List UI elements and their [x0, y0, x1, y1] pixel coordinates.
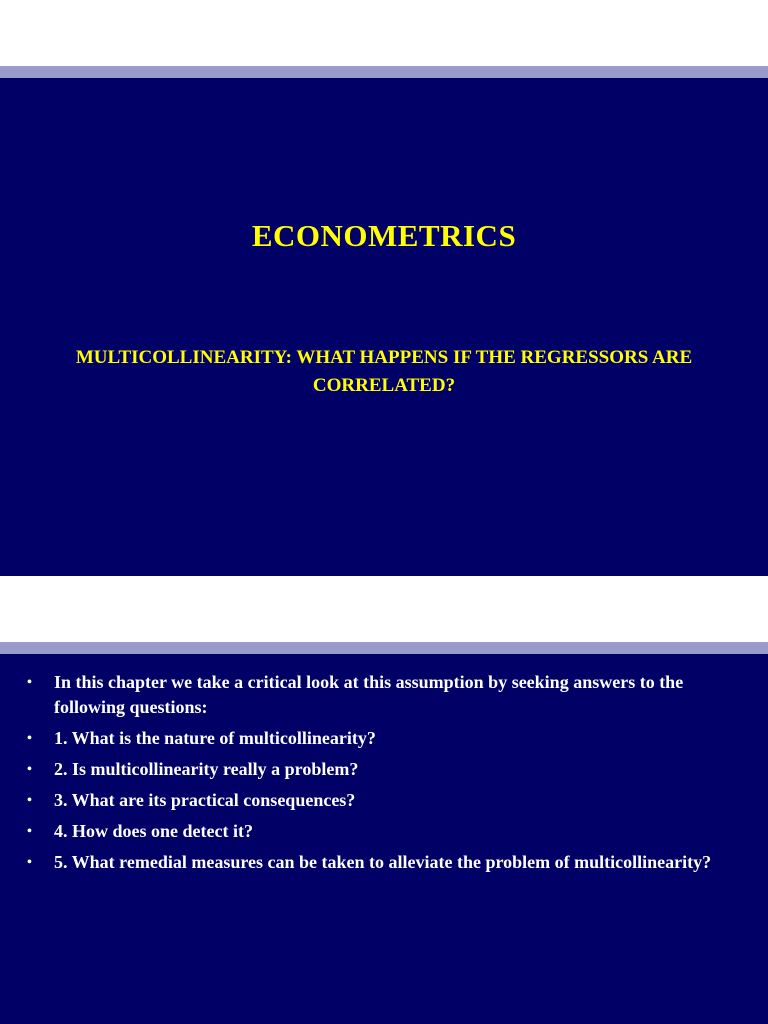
bullet-text: 3. What are its practical consequences? [54, 790, 356, 810]
bullet-text: In this chapter we take a critical look at this assumption by seeking answers to the following questions: [54, 672, 684, 717]
slide-subtitle: MULTICOLLINEARITY: WHAT HAPPENS IF THE REGRESSORS ARE CORRELATED? [75, 347, 693, 396]
bullet-item [0, 819, 768, 844]
bullet-item [0, 726, 768, 751]
slide-gap [0, 576, 768, 642]
bullet-text: 5. What remedial measures can be taken to alleviate the problem of multicollinearity? [54, 852, 712, 872]
bullet-text: 2. Is multicollinearity really a problem? [54, 759, 359, 779]
bullet-text: 1. What is the nature of multicollinearity? [54, 728, 376, 748]
separator-rule-top [0, 66, 768, 78]
bullet-icon: • [27, 675, 32, 690]
bullet-item [0, 757, 768, 782]
slide-title-page [0, 78, 768, 576]
bullet-text: 4. How does one detect it? [54, 821, 253, 841]
bullet-icon: • [27, 793, 32, 808]
bullet-icon: • [27, 762, 32, 777]
top-margin [0, 0, 768, 66]
bullet-item [0, 670, 768, 720]
bullet-icon: • [27, 731, 32, 746]
separator-rule-middle [0, 642, 768, 654]
slide-title: ECONOMETRICS [251, 218, 517, 253]
bullet-icon: • [27, 824, 32, 839]
bullet-item [0, 850, 768, 875]
bullet-icon: • [27, 855, 32, 870]
bullet-item [0, 788, 768, 813]
bullet-list [0, 670, 768, 881]
slide-questions [0, 654, 768, 1024]
